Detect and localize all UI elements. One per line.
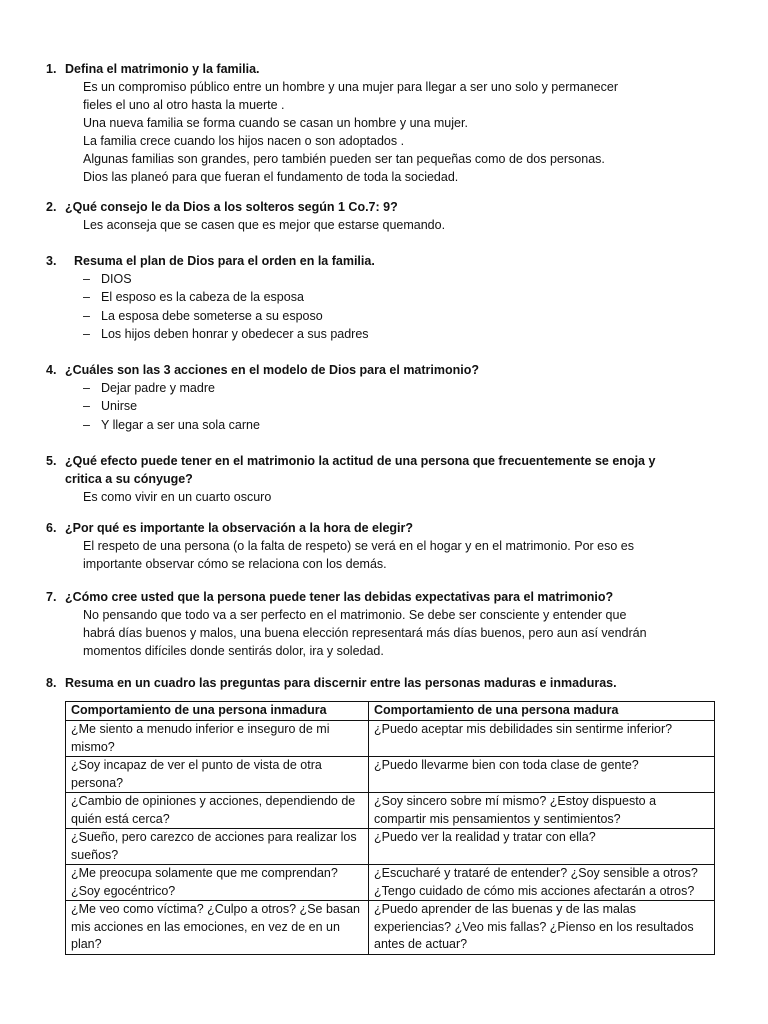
table-row [66,829,715,865]
answer-line: importante observar cómo se relaciona con los demás. [83,557,387,571]
table-cell: ¿Me veo como víctima? ¿Culpo a otros? ¿Se basan mis acciones en las emociones, en vez de en un plan? [66,901,369,955]
answer-line: habrá días buenos y malos, una buena elección representará más días buenos, pero aun así vendrán [83,626,647,640]
question-1-title [46,60,726,78]
answer-7 [83,606,726,660]
question-number: 5. [46,454,57,468]
table-cell: ¿Me preocupa solamente que me comprendan? ¿Soy egocéntrico? [66,865,369,901]
answer-line: No pensando que todo va a ser perfecto en el matrimonio. Se debe ser consciente y entender que [83,608,627,622]
answer-line: Una nueva familia se forma cuando se casan un hombre y una mujer. [83,116,468,130]
answer-line: La familia crece cuando los hijos nacen o son adoptados . [83,134,405,148]
column-header-immature: Comportamiento de una persona inmadura [66,702,369,721]
answer-line: momentos difíciles donde sentirás dolor, ira y soledad. [83,644,384,658]
table-row [66,865,715,901]
dash-bullet: – [83,399,90,414]
list-item [83,270,726,288]
question-5 [46,452,726,506]
table-cell: ¿Puedo aprender de las buenas y de las malas experiencias? ¿Veo mis fallas? ¿Pienso en los resultados antes de actuar? [369,901,715,955]
answer-line: Algunas familias son grandes, pero también pueden ser tan pequeñas como de dos personas. [83,152,605,166]
answer-2 [83,216,726,234]
list-item-text: Dejar padre y madre [101,381,215,395]
answer-line: Es como vivir en un cuarto oscuro [83,490,272,504]
table-row [66,757,715,793]
question-7-title [46,588,726,606]
dash-bullet: – [83,381,90,395]
list-item-text: Unirse [101,399,138,414]
list-item [83,379,726,397]
question-8 [46,674,726,692]
list-item-text: Los hijos deben honrar y obedecer a sus padres [101,327,369,342]
dash-bullet: – [83,327,90,342]
question-number: 2. [46,200,57,214]
table-row [66,793,715,829]
question-3-title [46,252,726,270]
dash-bullet: – [83,308,90,323]
table-header-row [66,702,715,721]
question-6-title [46,519,726,537]
question-text: ¿Qué consejo le da Dios a los solteros según 1 Co.7: 9? [65,200,398,214]
question-number: 8. [46,676,57,690]
question-text: ¿Qué efecto puede tener en el matrimonio la actitud de una persona que frecuentemente se enoja y [65,454,656,468]
list-item-text: Y llegar a ser una sola carne [101,417,260,432]
question-2-title [46,198,726,216]
question-text: Defina el matrimonio y la familia. [65,62,260,76]
question-8-title [46,674,726,692]
dash-bullet: – [83,417,90,432]
dash-bullet: – [83,290,90,305]
question-text: Resuma en un cuadro las preguntas para discernir entre las personas maduras e inmaduras. [65,676,617,690]
dash-bullet: – [83,272,90,286]
question-7 [46,588,726,660]
question-text: ¿Por qué es importante la observación a la hora de elegir? [65,521,414,535]
table-cell: ¿Soy incapaz de ver el punto de vista de otra persona? [66,757,369,793]
question-number: 1. [46,62,57,76]
question-3 [46,252,726,344]
question-number: 7. [46,590,57,604]
list-item [83,307,726,325]
answer-5 [83,488,726,506]
question-number: 6. [46,521,57,535]
question-6 [46,519,726,573]
question-text: ¿Cuáles son las 3 acciones en el modelo de Dios para el matrimonio? [65,363,480,377]
list-item [83,416,726,434]
question-text: critica a su cónyuge? [65,472,193,486]
answer-line: Les aconseja que se casen que es mejor que estarse quemando. [83,218,446,232]
table-cell: ¿Me siento a menudo inferior e inseguro de mi mismo? [66,721,369,757]
list-item [83,325,726,343]
list-item-text: DIOS [101,272,132,286]
answer-6 [83,537,726,573]
table-cell: ¿Sueño, pero carezco de acciones para realizar los sueños? [66,829,369,865]
table-cell: ¿Cambio de opiniones y acciones, dependiendo de quién está cerca? [66,793,369,829]
question-4 [46,361,726,434]
question-text: Resuma el plan de Dios para el orden en la familia. [74,254,375,268]
maturity-table [65,701,715,955]
table-cell: ¿Soy sincero sobre mí mismo? ¿Estoy dispuesto a compartir mis pensamientos y sentimientos? [369,793,715,829]
question-2 [46,198,726,234]
list-item-text: El esposo es la cabeza de la esposa [101,290,304,305]
answer-line: Es un compromiso público entre un hombre y una mujer para llegar a ser uno solo y permanecer [83,80,618,94]
list-item [83,288,726,306]
order-list [83,270,726,344]
table-cell: ¿Puedo ver la realidad y tratar con ella? [369,829,715,865]
answer-line: El respeto de una persona (o la falta de respeto) se verá en el hogar y en el matrimonio. Por eso es [83,539,635,553]
list-item-text: La esposa debe someterse a su esposo [101,308,323,323]
question-number: 3. [46,254,57,268]
question-5-title [46,452,726,488]
list-item [83,397,726,415]
table-cell: ¿Puedo aceptar mis debilidades sin sentirme inferior? [369,721,715,757]
answer-line: fieles el uno al otro hasta la muerte . [83,98,285,112]
actions-list [83,379,726,434]
table-cell: ¿Puedo llevarme bien con toda clase de gente? [369,757,715,793]
question-text: ¿Cómo cree usted que la persona puede tener las debidas expectativas para el matrimonio? [65,590,614,604]
question-1 [46,60,726,186]
question-4-title [46,361,726,379]
table-cell: ¿Escucharé y trataré de entender? ¿Soy sensible a otros? ¿Tengo cuidado de cómo mis acciones afectarán a otros? [369,865,715,901]
table-row [66,721,715,757]
question-number: 4. [46,363,57,377]
answer-1 [83,78,726,186]
answer-line: Dios las planeó para que fueran el fundamento de toda la sociedad. [83,170,459,184]
table-row [66,901,715,955]
column-header-mature: Comportamiento de una persona madura [369,702,715,721]
